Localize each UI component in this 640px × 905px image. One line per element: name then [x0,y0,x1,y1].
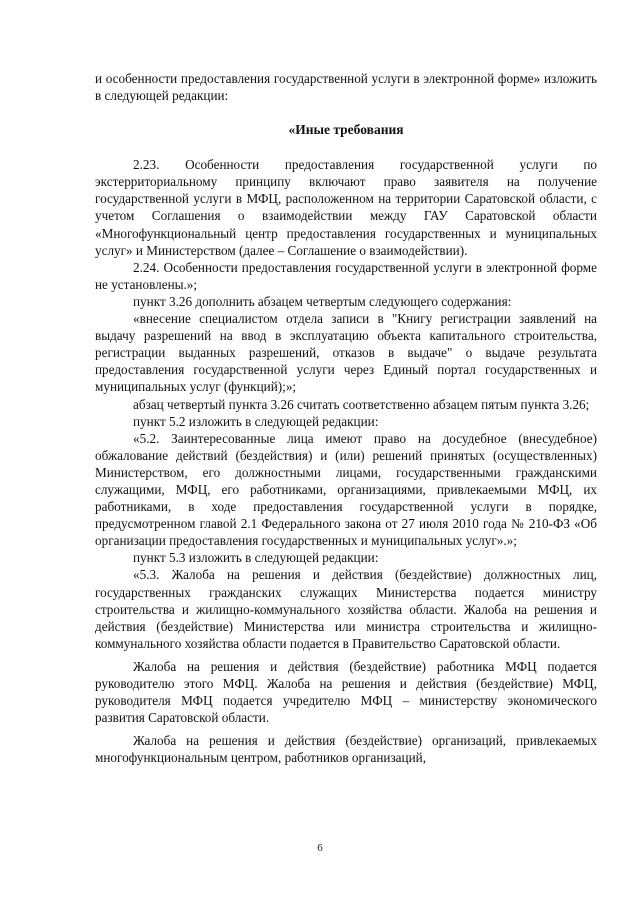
paragraph-quote-3-26: «внесение специалистом отдела записи в "Книгу регистрации заявлений на выдачу разрешений на ввод в эксплуатацию объекта капитального строительства, регистрации выданных разрешений, отказов в выдаче" о выдаче результата предоставления государственной услуги через Единый портал государственных и муниципальных услуг (функций);»; [95,311,597,395]
paragraph-2-24: 2.24. Особенности предоставления государственной услуги в электронной форме не установлены.»; [95,259,597,292]
page-number: 6 [317,842,323,854]
paragraph-mfc-complaint: Жалоба на решения и действия (бездействие) работника МФЦ подается руководителю этого МФЦ. Жалоба на решения и действия (бездействие) МФЦ, руководителя МФЦ подается учредителю МФЦ – министерству экономического развития Саратовской области. [95,658,597,726]
document-page [95,70,597,766]
intro-paragraph: и особенности предоставления государственной услуги в электронной форме» изложить в следующей редакции: [95,71,597,104]
section-heading: «Иные требования [288,122,404,138]
paragraph-amend-5-2: пункт 5.2 изложить в следующей редакции: [133,413,379,429]
paragraph-renumber-3-26: абзац четвертый пункта 3.26 считать соответственно абзацем пятым пункта 3.26; [133,396,590,412]
paragraph-amend-5-3: пункт 5.3 изложить в следующей редакции: [133,550,379,566]
paragraph-quote-5-2: «5.2. Заинтересованные лица имеют право на досудебное (внесудебное) обжалование действий (бездействия) и (или) решений принятых (осуществленных) Министерством, его должностными лицами, государственными гражданскими служащими, МФЦ, его работниками, организациями, привлекаемыми МФЦ, их работниками, в ходе предоставления государственной услуги в порядке, предусмотренном главой 2.1 Федерального закона от 27 июля 2010 года № 210-ФЗ «Об организации предоставления государственных и муниципальных услуг».»; [95,430,597,549]
paragraph-organizations-complaint: Жалоба на решения и действия (бездействие) организаций, привлекаемых многофункциональным центром, работников организаций, [95,733,597,766]
paragraph-amend-3-26: пункт 3.26 дополнить абзацем четвертым следующего содержания: [133,293,512,309]
paragraph-2-23: 2.23. Особенности предоставления государственной услуги по экстерриториальному принципу включают право заявителя на получение государственной услуги в МФЦ, расположенном на территории Саратовской области, с учетом Соглашения о взаимодействии между ГАУ Саратовской области «Многофункциональный центр предоставления государственных и муниципальных услуг» и Министерством (далее – Соглашение о взаимодействии). [95,157,597,258]
paragraph-quote-5-3: «5.3. Жалоба на решения и действия (бездействие) должностных лиц, государственных гражданских служащих Министерства подается министру строительства и жилищно-коммунального хозяйства области. Жалоба на решения и действия (бездействие) Министерства или министра строительства и жилищно-коммунального хозяйства области подается в Правительство Саратовской области. [95,567,597,651]
